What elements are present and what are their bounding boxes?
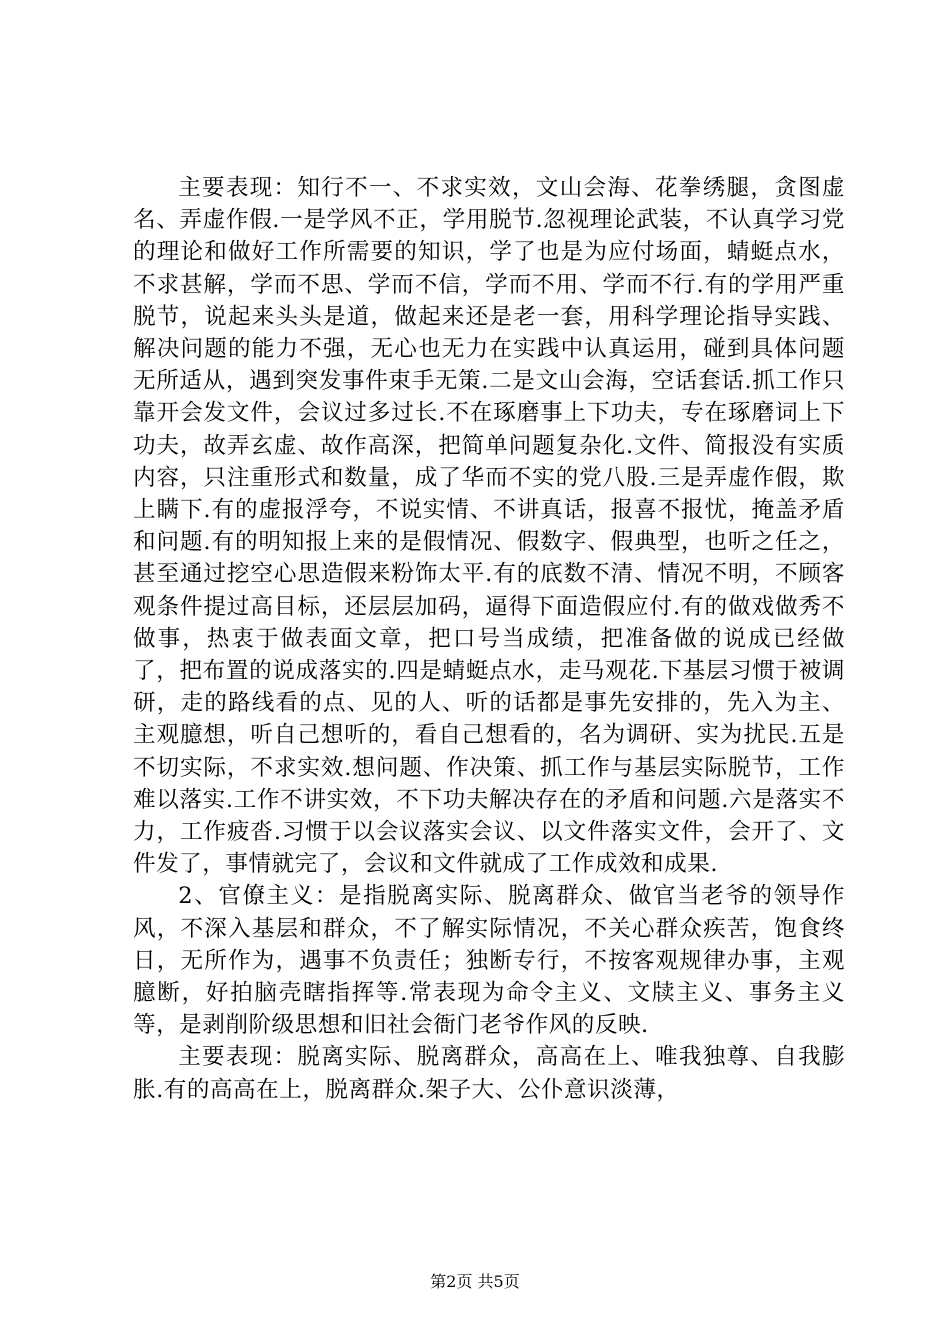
page-number-footer: 第2页 共5页	[430, 1272, 520, 1291]
paragraph-formalism-manifestations: 主要表现：知行不一、不求实效，文山会海、花拳绣腿，贪图虚名、弄虚作假.一是学风不正，学用脱节.忽视理论武装，不认真学习党的理论和做好工作所需要的知识，学了也是为应付场面，蜻蜓点水，不求甚解，学而不思、学而不信，学而不用、学而不行.有的学用严重脱节，说起来头头是道，做起来还是老一套，用科学理论指导实践、解决问题的能力不强，无心也无力在实践中认真运用，碰到具体问题无所适从，遇到突发事件束手无策.二是文山会海，空话套话.抓工作只靠开会发文件，会议过多过长.不在琢磨事上下功夫，专在琢磨词上下功夫，故弄玄虚、故作高深，把简单问题复杂化.文件、简报没有实质内容，只注重形式和数量，成了华而不实的党八股.三是弄虚作假，欺上瞒下.有的虚报浮夸，不说实情、不讲真话，报喜不报忧，掩盖矛盾和问题.有的明知报上来的是假情况、假数字、假典型，也听之任之，甚至通过挖空心思造假来粉饰太平.有的底数不清、情况不明，不顾客观条件提过高目标，还层层加码，逼得下面造假应付.有的做戏做秀不做事，热衷于做表面文章，把口号当成绩，把准备做的说成已经做了，把布置的说成落实的.四是蜻蜓点水，走马观花.下基层习惯于被调研，走的路线看的点、见的人、听的话都是事先安排的，先入为主、主观臆想，听自己想听的，看自己想看的，名为调研、实为扰民.五是不切实际，不求实效.想问题、作决策、抓工作与基层实际脱节，工作难以落实.工作不讲实效，不下功夫解决存在的矛盾和问题.六是落实不力，工作疲沓.习惯于以会议落实会议、以文件落实文件，会开了、文件发了，事情就完了，会议和文件就成了工作成效和成果.	[133, 175, 845, 878]
document-body	[133, 172, 845, 1106]
paragraph-bureaucracy-manifestations: 主要表现：脱离实际、脱离群众，高高在上、唯我独尊、自我膨胀.有的高高在上，脱离群众.架子大、公仆意识淡薄，	[133, 1044, 845, 1103]
paragraph-bureaucracy-definition: 2、官僚主义：是指脱离实际、脱离群众、做官当老爷的领导作风，不深入基层和群众，不了解实际情况，不关心群众疾苦，饱食终日，无所作为，遇事不负责任；独断专行，不按客观规律办事，主观臆断，好拍脑壳瞎指挥等.常表现为命令主义、文牍主义、事务主义等，是剥削阶级思想和旧社会衙门老爷作风的反映.	[133, 883, 845, 1039]
